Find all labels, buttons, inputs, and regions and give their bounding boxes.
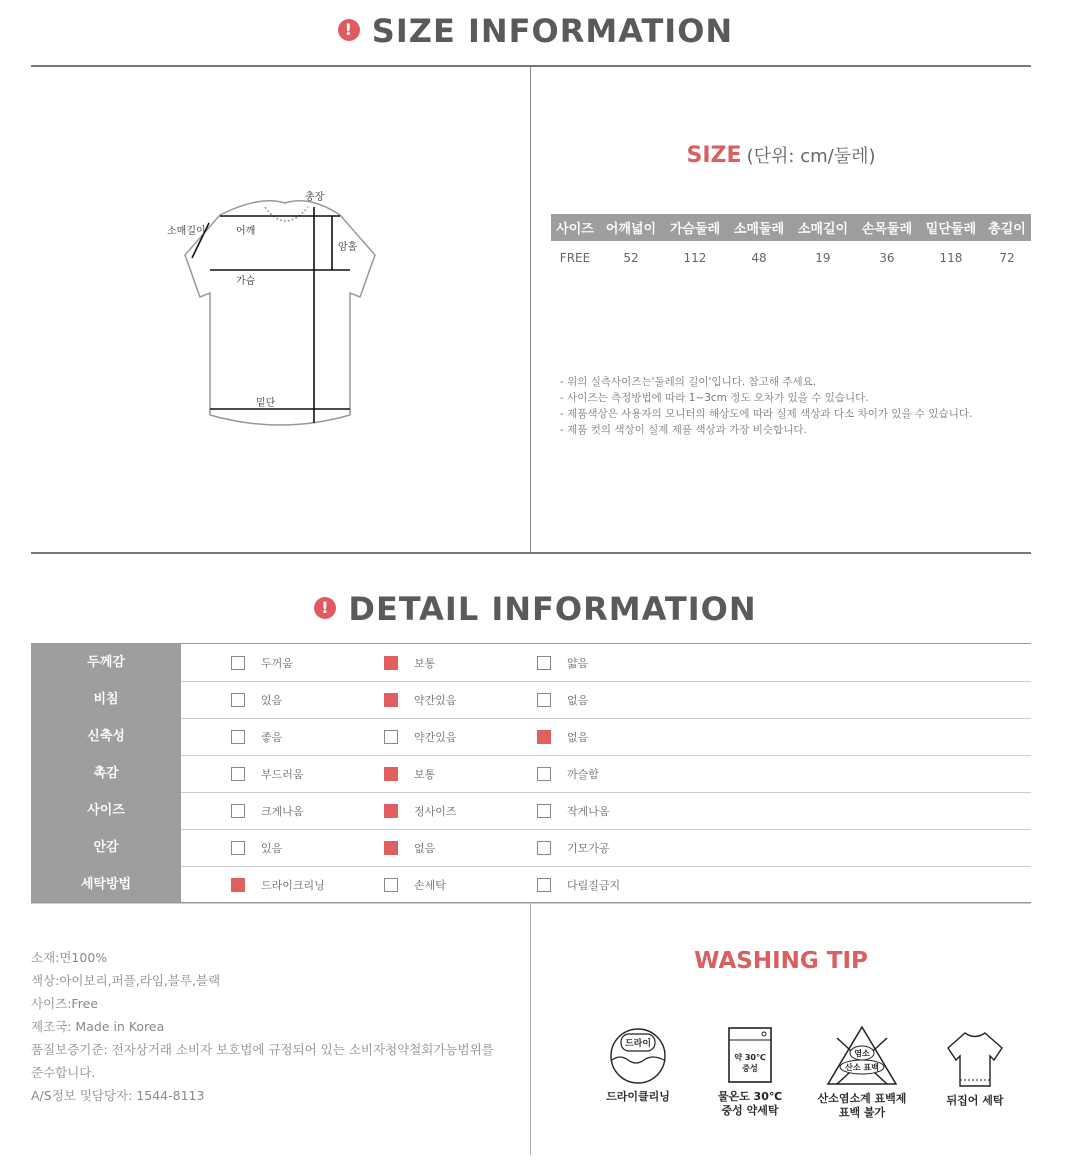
checkbox[interactable] [537,767,551,781]
detail-option-label: 두꺼움 [261,657,293,670]
dry-clean-inner: 드라이 [624,1039,652,1049]
detail-option [231,692,282,708]
checkbox[interactable] [231,841,245,855]
checkbox[interactable] [537,804,551,818]
col-header: 사이즈 [551,214,599,241]
no-bleach-caption-1: 산소염소계 표백제 [817,1092,907,1105]
checkbox[interactable] [384,804,398,818]
divider [31,902,1031,903]
detail-option-label: 기모가공 [567,842,610,855]
detail-row [31,792,1031,830]
detail-option-label: 보통 [414,768,436,781]
detail-option-label: 없음 [414,842,436,855]
detail-option [537,766,599,782]
label-total-length: 총장 [305,192,325,203]
detail-row-label: 안감 [31,829,181,866]
detail-option-label: 부드러움 [261,768,304,781]
checkbox[interactable] [231,656,245,670]
detail-row-label: 촉감 [31,755,181,792]
size-notes [560,374,972,438]
detail-option-label: 드라이크리닝 [261,879,325,892]
alert-icon: ! [338,19,360,41]
detail-option [384,803,457,819]
detail-option [537,692,588,708]
size-heading [531,142,1031,168]
checkbox[interactable] [537,841,551,855]
detail-option-label: 없음 [567,694,589,707]
detail-option-label: 좋음 [261,731,283,744]
checkbox[interactable] [231,693,245,707]
checkbox[interactable] [384,767,398,781]
detail-option [384,655,435,671]
col-header: 손목둘레 [855,214,919,241]
detail-info-title [0,590,1071,628]
info-line: 준수합니다. [31,1065,96,1080]
divider [31,65,1031,67]
no-bleach-item [812,1024,912,1120]
table-cell: 36 [879,251,895,265]
detail-option-label: 있음 [261,694,283,707]
detail-row [31,755,1031,793]
table-cell: 112 [683,251,707,265]
product-info [31,946,494,1107]
water-temp-line2: 중성 [742,1064,758,1073]
detail-option [384,766,435,782]
no-bleach-icon [825,1024,899,1088]
alert-icon: ! [314,597,336,619]
checkbox[interactable] [537,878,551,892]
detail-option [231,877,325,893]
info-line: 품질보증기준: 전자상거래 소비자 보호법에 규정되어 있는 소비자청약철회가능범위를 [31,1042,494,1057]
divider [31,552,1031,554]
detail-option-label: 정사이즈 [414,805,457,818]
checkbox[interactable] [537,693,551,707]
water-temp-icon [720,1026,780,1086]
detail-option [537,729,588,745]
size-unit: (단위: cm/둘레) [746,146,876,167]
checkbox[interactable] [384,656,398,670]
detail-option-label: 보통 [414,657,436,670]
checkbox[interactable] [231,804,245,818]
detail-option [231,766,304,782]
col-header: 어깨넓이 [599,214,663,241]
inside-out-icon [945,1030,1005,1090]
label-sleeve-length: 소매길이 [167,226,206,237]
detail-option [384,729,457,745]
col-header: 소매둘레 [727,214,791,241]
table-cell: 19 [815,251,831,265]
info-line: A/S정보 및담당자: 1544-8113 [31,1088,205,1103]
detail-option-label: 약간있음 [414,731,457,744]
label-shoulder: 어깨 [236,226,256,237]
detail-option [231,803,304,819]
water-temp-item [708,1026,792,1118]
detail-option-label: 까슬함 [567,768,599,781]
label-chest: 가슴 [236,276,256,287]
water-temp-caption-1: 물온도 30℃ [717,1090,783,1103]
label-hem: 밑단 [256,398,276,409]
washing-tip-title: WASHING TIP [694,948,868,974]
detail-option-label: 있음 [261,842,283,855]
detail-row [31,866,1031,904]
note-line: - 제품색상은 사용자의 모니터의 해상도에 따라 실제 색상과 다소 차이가 있을 수 있습니다. [560,408,973,420]
checkbox[interactable] [384,878,398,892]
checkbox[interactable] [537,730,551,744]
water-temp-caption-2: 중성 약세탁 [721,1104,779,1117]
detail-option [384,692,457,708]
checkbox[interactable] [384,730,398,744]
detail-option-label: 다림질금지 [567,879,621,892]
water-temp-line1: 약 30℃ [734,1053,766,1062]
note-line: - 제품 컷의 색상이 실제 제품 색상과 가장 비슷합니다. [560,424,807,436]
detail-option-label: 작게나옴 [567,805,610,818]
detail-row [31,718,1031,756]
col-header: 소매길이 [791,214,855,241]
detail-row-label: 세탁방법 [31,866,181,903]
no-bleach-line2: 산소 표백 [845,1063,879,1072]
detail-row [31,681,1031,719]
col-header: 총길이 [983,214,1031,241]
divider [530,903,531,1155]
detail-row-label: 사이즈 [31,792,181,829]
label-armhole: 암홀 [338,242,358,253]
col-header: 밑단둘레 [919,214,983,241]
checkbox[interactable] [231,767,245,781]
detail-option-label: 없음 [567,731,589,744]
detail-option [231,840,282,856]
detail-option [231,655,293,671]
note-line: - 사이즈는 측정방법에 따라 1~3cm 정도 오차가 있을 수 있습니다. [560,392,869,404]
inside-out-item [930,1030,1020,1108]
dry-clean-item [596,1026,680,1104]
size-info-title [0,12,1071,50]
detail-option [537,655,588,671]
detail-row [31,644,1031,682]
detail-option-label: 크게나옴 [261,805,304,818]
divider [530,67,531,553]
detail-option-label: 약간있음 [414,694,457,707]
detail-row [31,829,1031,867]
detail-option-label: 손세탁 [414,879,446,892]
size-title: SIZE [686,143,742,168]
detail-option [537,877,620,893]
size-table-header [551,214,1031,241]
col-header: 가슴둘레 [663,214,727,241]
detail-option [537,803,610,819]
detail-row-label: 비침 [31,681,181,718]
note-line: - 위의 실측사이즈는'둘레의 길이'입니다. 참고해 주세요. [560,376,817,388]
no-bleach-line1: 염소 [854,1049,870,1058]
checkbox[interactable] [231,878,245,892]
detail-option [384,877,446,893]
table-cell: FREE [559,251,591,265]
info-line: 사이즈:Free [31,996,98,1011]
detail-row-label: 신축성 [31,718,181,755]
table-cell: 118 [939,251,963,265]
table-cell: 52 [623,251,639,265]
detail-option [384,840,435,856]
dry-clean-icon [608,1026,668,1086]
info-line: 색상:아이보리,퍼플,라임,블루,블랙 [31,973,221,988]
detail-option [537,840,610,856]
size-info-title-text: SIZE INFORMATION [371,12,734,50]
checkbox[interactable] [384,693,398,707]
checkbox[interactable] [384,841,398,855]
detail-row-label: 두께감 [31,644,181,681]
dry-clean-caption: 드라이클리닝 [606,1090,670,1103]
info-line: 소재:면100% [31,950,108,965]
table-cell: 48 [751,251,767,265]
table-row [551,241,1031,275]
no-bleach-caption-2: 표백 불가 [838,1106,886,1119]
checkbox[interactable] [537,656,551,670]
checkbox[interactable] [231,730,245,744]
size-table [551,214,1031,275]
info-line: 제조국: Made in Korea [31,1019,165,1034]
inside-out-caption: 뒤집어 세탁 [946,1094,1004,1107]
detail-option-label: 얇음 [567,657,589,670]
detail-info-title-text: DETAIL INFORMATION [348,590,757,628]
table-cell: 72 [999,251,1015,265]
detail-option [231,729,282,745]
